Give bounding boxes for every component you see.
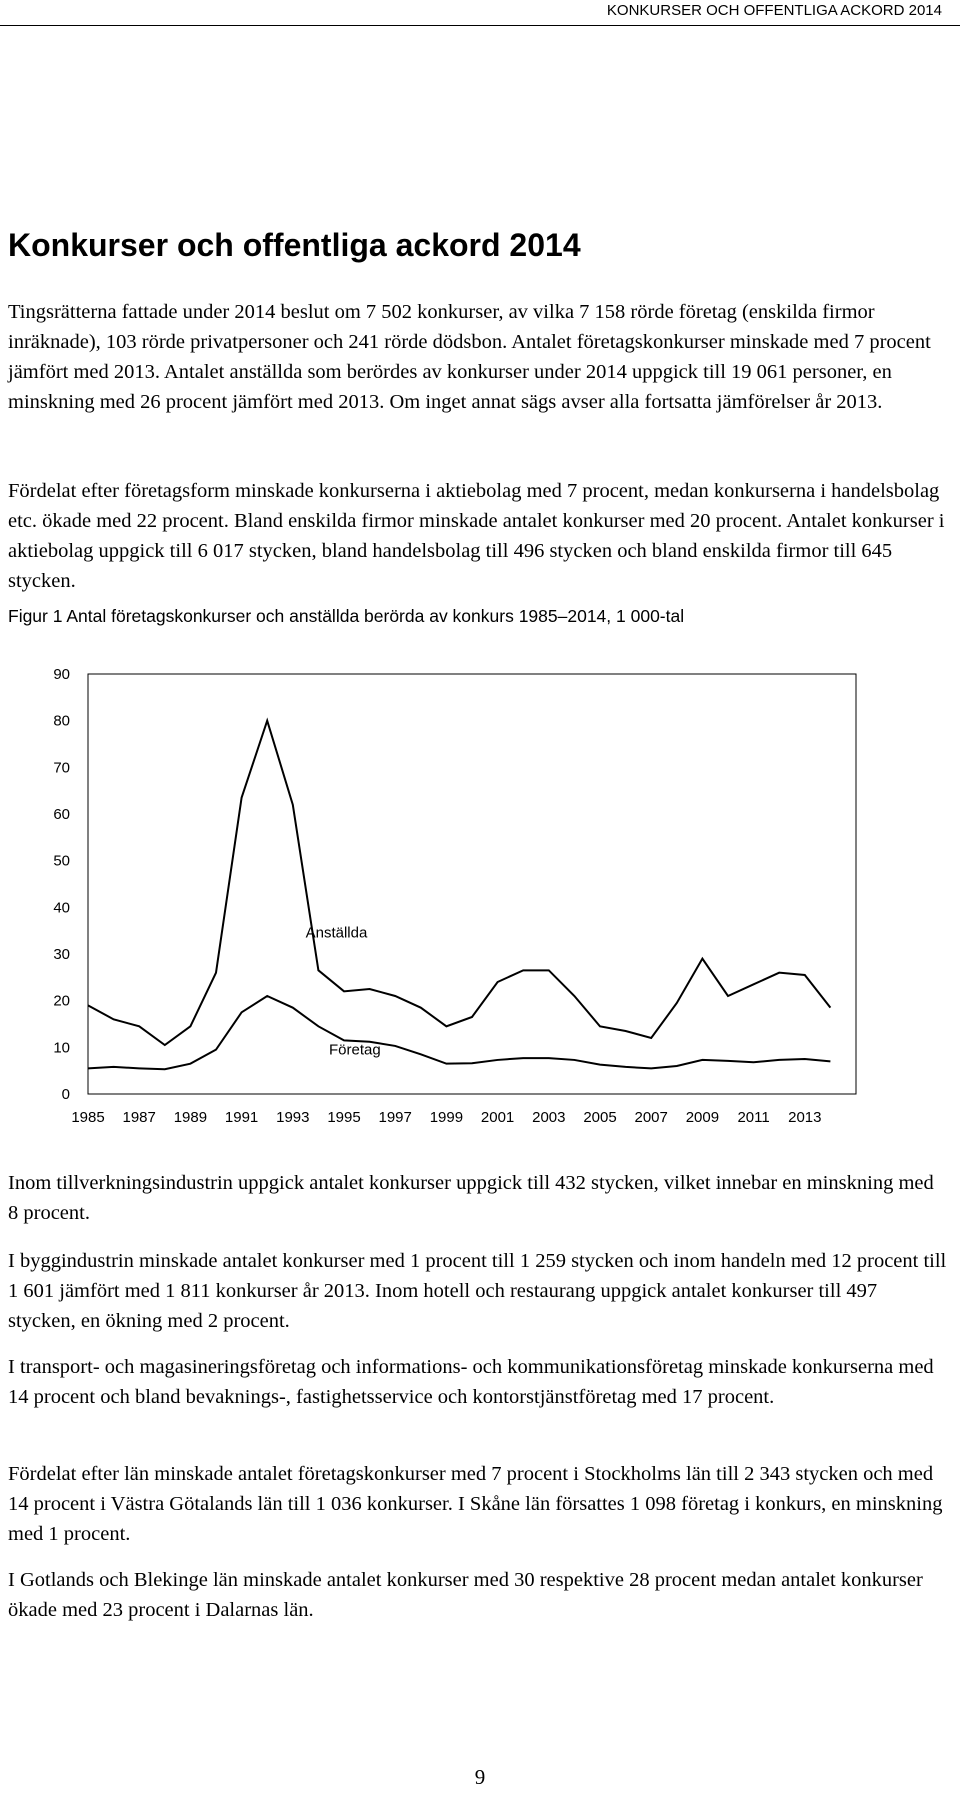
series-label-anstallda: Anställda	[305, 924, 368, 942]
series-lines	[88, 721, 830, 1070]
figure-caption: Figur 1 Antal företagskonkurser och anställda berörda av konkurs 1985–2014, 1 000-tal	[8, 606, 685, 626]
running-title: KONKURSER OCH OFFENTLIGA ACKORD 2014	[606, 2, 942, 19]
plot-frame	[88, 674, 856, 1094]
y-tick-label: 50	[53, 852, 70, 870]
series-label-foretag: Företag	[329, 1041, 381, 1059]
paragraph-construction: I byggindustrin minskade antalet konkurser med 1 procent till 1 259 stycken och inom handeln med 12 procent till 1 601 jämfört med 1 811 konkurser år 2013. Inom hotell och restaurang uppgick antalet konkurser till 497 stycken, en ökning med 2 procent.	[8, 1250, 947, 1332]
y-tick-label: 0	[61, 1086, 70, 1103]
intro-paragraph-1: Tingsrätterna fattade under 2014 beslut om 7 502 konkurser, av vilka 7 158 rörde företag (enskilda firmor inräknade), 103 rörde privatpersoner och 241 rörde dödsbon. Antalet företagskonkurser minskade med 7 procent jämfört med 2013. Antalet anställda som berördes av konkurser under 2014 uppgick till 19 061 personer, en minskning med 26 procent jämfört med 2013. Om inget annat sägs avser alla fortsatta jämförelser år 2013.	[8, 301, 931, 413]
x-tick-label: 2011	[737, 1109, 770, 1126]
x-tick-label: 1987	[122, 1109, 156, 1126]
x-tick-label: 2013	[788, 1109, 822, 1126]
x-axis-ticks	[71, 1109, 821, 1126]
y-tick-label: 70	[53, 759, 70, 777]
x-tick-label: 1999	[429, 1109, 464, 1126]
page-title: Konkurser och offentliga ackord 2014	[8, 227, 581, 263]
x-tick-label: 2009	[685, 1109, 720, 1126]
intro-paragraph-2: Fördelat efter företagsform minskade konkurserna i aktiebolag med 7 procent, medan konkurserna i handelsbolag etc. ökade med 22 procent. Bland enskilda firmor minskade antalet konkurser med 20 procent. Antalet konkurser i aktiebolag uppgick till 6 017 stycken, bland handelsbolag till 496 stycken och bland enskilda firmor till 645 stycken.	[8, 480, 945, 592]
y-tick-label: 60	[53, 806, 70, 823]
x-tick-label: 2003	[532, 1109, 566, 1126]
y-tick-label: 80	[53, 712, 70, 730]
x-tick-label: 2005	[583, 1109, 617, 1126]
x-tick-label: 1995	[327, 1109, 361, 1126]
y-axis-ticks	[53, 666, 70, 1103]
y-tick-label: 30	[53, 946, 70, 963]
series-line-anstallda	[88, 721, 830, 1045]
running-header	[0, 0, 960, 26]
paragraph-counties: Fördelat efter län minskade antalet företagskonkurser med 7 procent i Stockholms län till 2 343 stycken och med 14 procent i Västra Götalands län till 1 036 konkurser. I Skåne län försattes 1 098 företag i konkurs, en minskning med 1 procent.	[8, 1463, 943, 1545]
y-tick-label: 90	[53, 666, 70, 683]
page-number: 9	[474, 1765, 486, 1789]
y-tick-label: 40	[53, 899, 70, 917]
paragraph-gotland-blekinge: I Gotlands och Blekinge län minskade antalet konkurser med 30 respektive 28 procent medan antalet konkurser ökade med 23 procent i Dalarnas län.	[8, 1569, 923, 1621]
x-tick-label: 1985	[71, 1109, 105, 1126]
paragraph-manufacturing: Inom tillverkningsindustrin uppgick antalet konkurser uppgick till 432 stycken, vilket innebar en minskning med 8 procent.	[8, 1172, 934, 1224]
x-tick-label: 2001	[480, 1109, 515, 1126]
line-chart	[0, 650, 960, 1140]
x-tick-label: 1989	[173, 1109, 208, 1126]
y-tick-label: 20	[53, 992, 70, 1010]
paragraph-transport: I transport- och magasineringsföretag och informations- och kommunikationsföretag minskade konkurserna med 14 procent och bland bevaknings-, fastighetsservice och kontorstjänstföretag med 17 procent.	[8, 1356, 934, 1408]
x-tick-label: 1993	[276, 1109, 310, 1126]
y-tick-label: 10	[53, 1039, 70, 1057]
x-tick-label: 1997	[378, 1109, 412, 1126]
x-tick-label: 1991	[224, 1109, 259, 1126]
x-tick-label: 2007	[634, 1109, 668, 1126]
